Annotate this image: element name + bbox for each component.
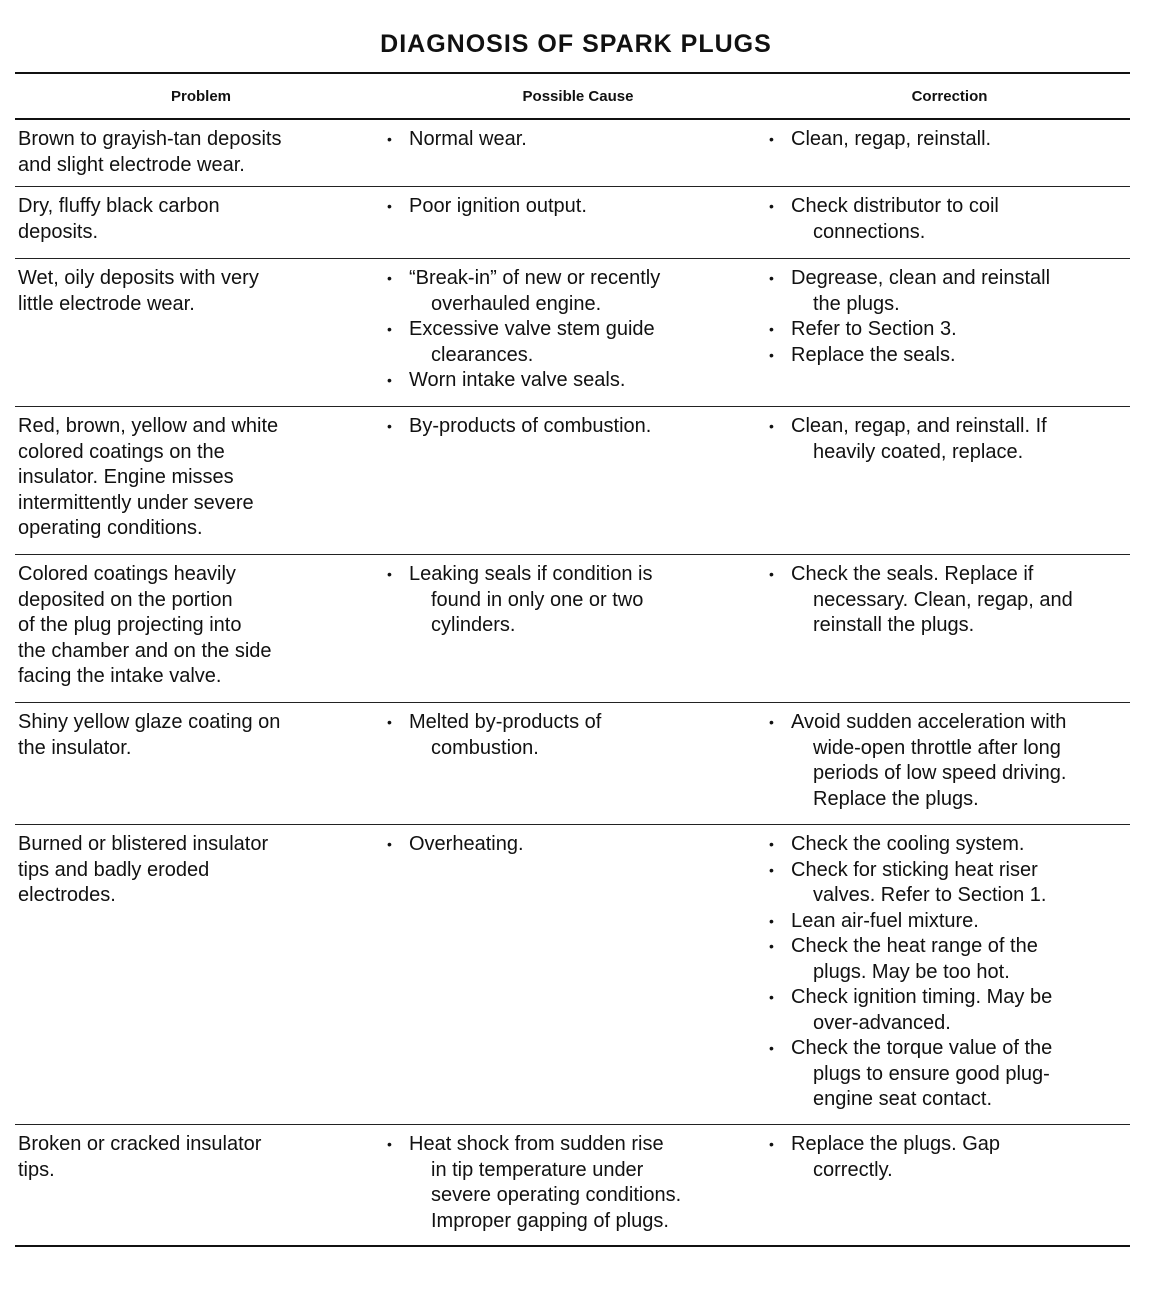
text-line: intermittently under severe — [18, 491, 254, 514]
correction-item — [769, 858, 1126, 909]
cause-item — [387, 127, 761, 153]
cause-item — [387, 194, 761, 220]
bullet-icon: • — [769, 321, 774, 337]
text-line: valves. Refer to Section 1. — [813, 884, 1047, 906]
bullet-icon: • — [387, 372, 392, 388]
text-line: connections. — [813, 220, 926, 243]
text-line: Clean, regap, and reinstall. If — [791, 415, 1047, 437]
text-line: Check the heat range of the — [791, 935, 1038, 957]
text-line: operating conditions. — [18, 517, 203, 539]
text-line: over-advanced. — [813, 1011, 951, 1034]
correction-item — [769, 934, 1126, 985]
cause-cell — [387, 259, 769, 406]
text-line: tips and badly eroded — [18, 858, 210, 881]
text-line: wide-open throttle after long — [813, 736, 1061, 759]
text-line: insulator. Engine misses — [18, 466, 234, 488]
text-line: Avoid sudden acceleration with — [791, 711, 1067, 733]
table-row — [15, 407, 1130, 555]
cause-cell — [387, 407, 769, 554]
correction-cell — [769, 187, 1130, 258]
text-line: Burned or blistered insulator — [18, 833, 269, 855]
text-line: found in only one or two — [431, 588, 644, 611]
cause-cell — [387, 120, 769, 186]
text-line: Check the seals. Replace if — [791, 563, 1034, 585]
correction-item — [769, 317, 1126, 343]
text-line: Lean air-fuel mixture. — [791, 909, 979, 932]
text-line: “Break-in” of new or recently — [409, 267, 661, 289]
cause-cell — [387, 1125, 769, 1245]
text-line: Clean, regap, reinstall. — [791, 128, 992, 150]
text-line: necessary. Clean, regap, and — [813, 588, 1073, 611]
cause-item — [387, 562, 761, 639]
text-line: periods of low speed driving. — [813, 762, 1067, 784]
correction-cell — [769, 259, 1130, 406]
text-line: Check for sticking heat riser — [791, 858, 1038, 881]
correction-item — [769, 1132, 1126, 1183]
correction-cell — [769, 1125, 1130, 1245]
correction-cell — [769, 555, 1130, 702]
text-line: facing the intake valve. — [18, 665, 222, 687]
table-row — [15, 555, 1130, 703]
bullet-icon: • — [769, 346, 774, 363]
bullet-icon: • — [769, 912, 774, 929]
text-line: Check distributor to coil — [791, 195, 999, 217]
table-row — [15, 703, 1130, 825]
bullet-icon: • — [769, 861, 774, 878]
text-line: Brown to grayish-tan deposits — [18, 128, 282, 150]
bullet-icon: • — [769, 131, 774, 147]
text-line: Shiny yellow glaze coating on — [18, 711, 281, 733]
text-line: Excessive valve stem guide — [409, 318, 655, 340]
correction-item — [769, 343, 1126, 369]
text-line: tips. — [18, 1158, 55, 1181]
text-line: Colored coatings heavily — [18, 563, 236, 585]
correction-item — [769, 710, 1126, 812]
text-line: Replace the seals. — [791, 343, 956, 366]
text-line: Dry, fluffy black carbon — [18, 195, 220, 217]
correction-cell — [769, 825, 1130, 1124]
correction-item — [769, 562, 1126, 639]
text-line: and slight electrode wear. — [18, 153, 245, 176]
text-line: Degrease, clean and reinstall — [791, 267, 1051, 289]
correction-item — [769, 832, 1126, 858]
bullet-icon: • — [769, 418, 774, 434]
text-line: the insulator. — [18, 736, 132, 759]
correction-item — [769, 127, 1126, 153]
text-line: electrodes. — [18, 884, 116, 906]
text-line: By-products of combustion. — [409, 415, 652, 437]
problem-cell — [15, 1125, 387, 1245]
bullet-icon: • — [387, 321, 392, 337]
text-line: Check the cooling system. — [791, 833, 1025, 855]
bullet-icon: • — [387, 270, 392, 286]
correction-item — [769, 1036, 1126, 1113]
problem-cell — [15, 703, 387, 824]
bullet-icon: • — [387, 714, 392, 730]
bullet-icon: • — [769, 836, 774, 852]
table-row — [15, 825, 1130, 1125]
text-line: the chamber and on the side — [18, 639, 272, 662]
text-line: Check ignition timing. May be — [791, 986, 1053, 1008]
text-line: Replace the plugs. — [813, 787, 979, 810]
text-line: plugs to ensure good plug- — [813, 1062, 1050, 1085]
text-line: Replace the plugs. Gap — [791, 1133, 1001, 1155]
header-problem: Problem — [170, 87, 231, 105]
text-line: little electrode wear. — [18, 292, 195, 315]
text-line: Normal wear. — [409, 128, 527, 150]
text-line: overhauled engine. — [431, 292, 602, 315]
text-line: combustion. — [431, 736, 539, 759]
correction-cell — [769, 703, 1130, 824]
text-line: in tip temperature under — [431, 1158, 644, 1181]
text-line: heavily coated, replace. — [813, 440, 1024, 463]
problem-cell — [15, 825, 387, 1124]
header-correction: Correction — [911, 87, 988, 105]
cause-cell — [387, 187, 769, 258]
diagnosis-table — [15, 72, 1130, 1247]
text-line: deposits. — [18, 220, 99, 243]
bullet-icon: • — [769, 714, 774, 730]
text-line: plugs. May be too hot. — [813, 960, 1010, 983]
bullet-icon: • — [387, 198, 392, 214]
text-line: Wet, oily deposits with very — [18, 267, 259, 289]
correction-item — [769, 194, 1126, 245]
correction-cell — [769, 407, 1130, 554]
text-line: Improper gapping of plugs. — [431, 1209, 669, 1232]
problem-cell — [15, 120, 387, 186]
cause-item — [387, 832, 761, 858]
bullet-icon: • — [769, 938, 774, 954]
text-line: engine seat contact. — [813, 1088, 993, 1110]
table-header — [15, 74, 1130, 120]
cause-cell — [387, 555, 769, 702]
bullet-icon: • — [769, 1040, 774, 1056]
text-line: Heat shock from sudden rise — [409, 1133, 664, 1155]
text-line: Check the torque value of the — [791, 1037, 1053, 1059]
text-line: deposited on the portion — [18, 588, 233, 611]
problem-cell — [15, 407, 387, 554]
table-body — [15, 120, 1130, 1245]
correction-item — [769, 985, 1126, 1036]
bullet-icon: • — [769, 989, 774, 1005]
table-row — [15, 1125, 1130, 1245]
text-line: Worn intake valve seals. — [409, 369, 626, 391]
bullet-icon: • — [769, 566, 774, 582]
table-row — [15, 259, 1130, 407]
bullet-icon: • — [769, 198, 774, 214]
text-line: Overheating. — [409, 833, 524, 855]
table-row — [15, 120, 1130, 187]
bullet-icon: • — [387, 566, 392, 582]
text-line: Poor ignition output. — [409, 195, 587, 217]
bullet-icon: • — [387, 836, 392, 852]
bullet-icon: • — [769, 1136, 774, 1152]
correction-cell — [769, 120, 1130, 186]
cause-item — [387, 1132, 761, 1234]
bullet-icon: • — [769, 270, 774, 286]
text-line: Broken or cracked insulator — [18, 1133, 262, 1155]
bullet-icon: • — [387, 131, 392, 147]
text-line: Red, brown, yellow and white — [18, 415, 279, 437]
cause-cell — [387, 703, 769, 824]
correction-item — [769, 266, 1126, 317]
text-line: Leaking seals if condition is — [409, 563, 653, 585]
correction-item — [769, 414, 1126, 465]
text-line: the plugs. — [813, 292, 900, 315]
text-line: of the plug projecting into — [18, 614, 242, 636]
text-line: Melted by-products of — [409, 711, 602, 733]
table-row — [15, 187, 1130, 259]
cause-item — [387, 266, 761, 317]
problem-cell — [15, 259, 387, 406]
text-line: cylinders. — [431, 614, 516, 636]
cause-item — [387, 710, 761, 761]
header-possible-cause: Possible Cause — [522, 87, 634, 105]
bullet-icon: • — [387, 418, 392, 434]
text-line: Refer to Section 3. — [791, 318, 957, 340]
text-line: colored coatings on the — [18, 440, 225, 463]
problem-cell — [15, 555, 387, 702]
bullet-icon: • — [387, 1136, 392, 1152]
text-line: reinstall the plugs. — [813, 614, 975, 636]
cause-item — [387, 414, 761, 440]
page-title: DIAGNOSIS OF SPARK PLUGS — [380, 30, 772, 58]
correction-item — [769, 909, 1126, 935]
cause-cell — [387, 825, 769, 1124]
text-line: correctly. — [813, 1158, 893, 1181]
cause-item — [387, 368, 761, 394]
text-line: clearances. — [431, 343, 534, 366]
problem-cell — [15, 187, 387, 258]
cause-item — [387, 317, 761, 368]
text-line: severe operating conditions. — [431, 1184, 682, 1206]
